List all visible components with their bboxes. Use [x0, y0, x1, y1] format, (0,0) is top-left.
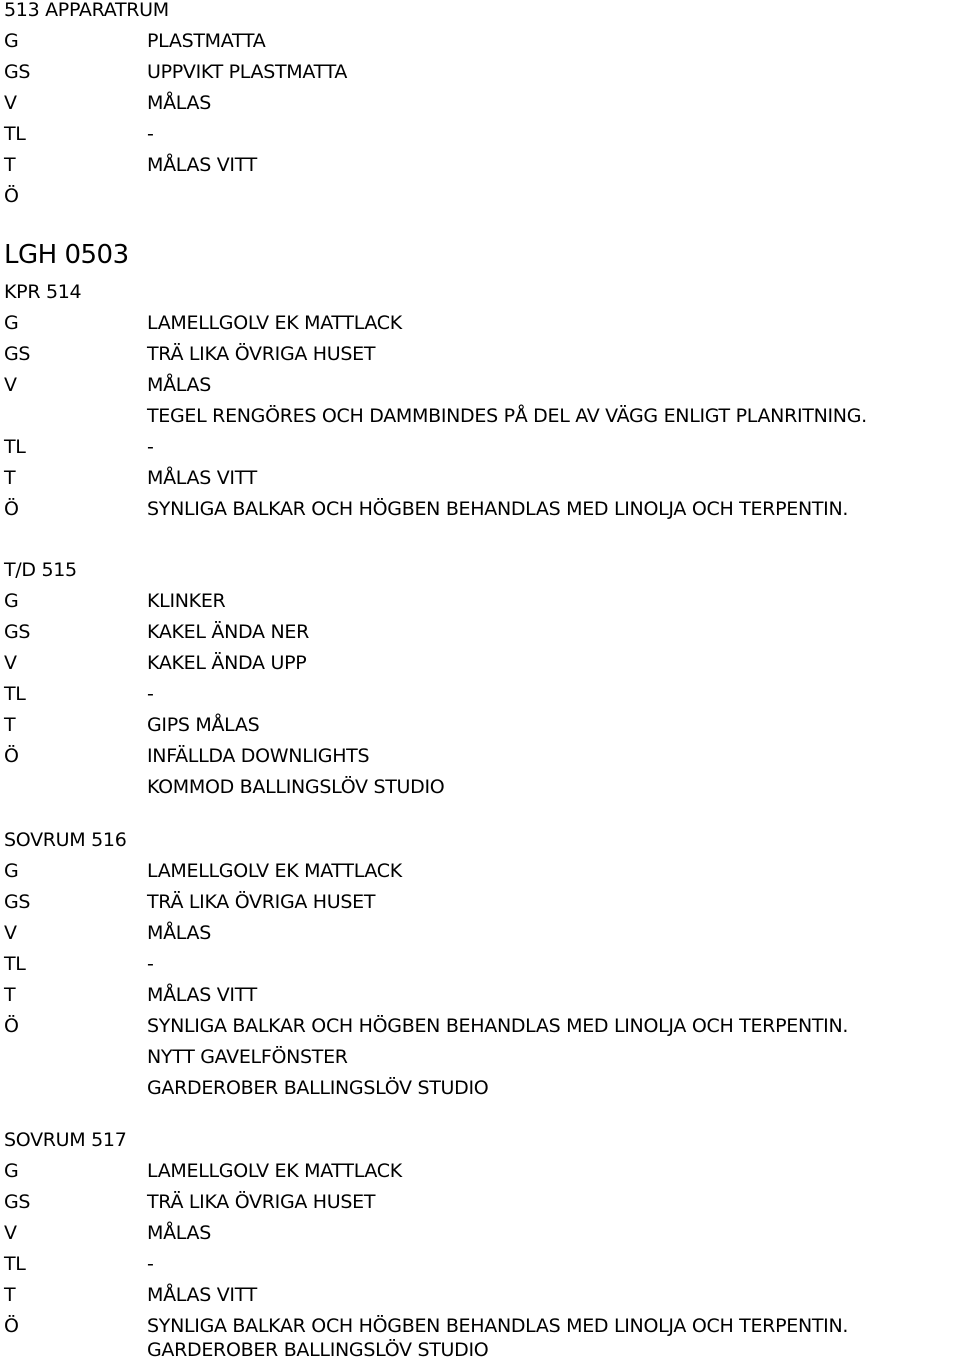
- spec-row: TL -: [4, 123, 154, 145]
- spec-row: TL -: [4, 436, 154, 458]
- spec-row: GS TRÄ LIKA ÖVRIGA HUSET: [4, 891, 376, 913]
- spec-row: V KAKEL ÄNDA UPP: [4, 652, 307, 674]
- spec-row: GARDEROBER BALLINGSLÖV STUDIO: [147, 1339, 489, 1361]
- spec-row: TEGEL RENGÖRES OCH DAMMBINDES PÅ DEL AV VÄGG ENLIGT PLANRITNING.: [147, 405, 867, 427]
- spec-row: TL -: [4, 683, 154, 705]
- spec-row: T MÅLAS VITT: [4, 984, 257, 1006]
- spec-row: G KLINKER: [4, 590, 226, 612]
- spec-row: V MÅLAS: [4, 1222, 211, 1244]
- spec-row: GS TRÄ LIKA ÖVRIGA HUSET: [4, 1191, 376, 1213]
- spec-row: GS KAKEL ÄNDA NER: [4, 621, 309, 643]
- spec-row: G LAMELLGOLV EK MATTLACK: [4, 1160, 402, 1182]
- spec-row: GARDEROBER BALLINGSLÖV STUDIO: [147, 1077, 489, 1099]
- spec-row: T MÅLAS VITT: [4, 467, 257, 489]
- room-heading-514: KPR 514: [4, 281, 82, 303]
- spec-row: G PLASTMATTA: [4, 30, 266, 52]
- spec-row: Ö: [4, 185, 19, 207]
- spec-row: NYTT GAVELFÖNSTER: [147, 1046, 348, 1068]
- spec-row: KOMMOD BALLINGSLÖV STUDIO: [147, 776, 445, 798]
- spec-row: V MÅLAS: [4, 922, 211, 944]
- spec-row: G LAMELLGOLV EK MATTLACK: [4, 312, 402, 334]
- spec-row: G LAMELLGOLV EK MATTLACK: [4, 860, 402, 882]
- spec-row: GS UPPVIKT PLASTMATTA: [4, 61, 348, 83]
- spec-row: T MÅLAS VITT: [4, 1284, 257, 1306]
- spec-row: TL -: [4, 953, 154, 975]
- room-heading-515: T/D 515: [4, 559, 77, 581]
- spec-row: Ö INFÄLLDA DOWNLIGHTS: [4, 745, 370, 767]
- spec-row: Ö SYNLIGA BALKAR OCH HÖGBEN BEHANDLAS MED LINOLJA OCH TERPENTIN.: [4, 1315, 849, 1337]
- apartment-heading: LGH 0503: [4, 240, 129, 270]
- spec-row: V MÅLAS: [4, 92, 211, 114]
- room-heading-516: SOVRUM 516: [4, 829, 127, 851]
- spec-row: TL -: [4, 1253, 154, 1275]
- spec-row: T GIPS MÅLAS: [4, 714, 260, 736]
- spec-row: T MÅLAS VITT: [4, 154, 257, 176]
- spec-row: GS TRÄ LIKA ÖVRIGA HUSET: [4, 343, 376, 365]
- spec-row: Ö SYNLIGA BALKAR OCH HÖGBEN BEHANDLAS MED LINOLJA OCH TERPENTIN.: [4, 498, 849, 520]
- room-heading-517: SOVRUM 517: [4, 1129, 127, 1151]
- spec-row: V MÅLAS: [4, 374, 211, 396]
- room-heading-513: 513 APPARATRUM: [4, 0, 169, 21]
- spec-row: Ö SYNLIGA BALKAR OCH HÖGBEN BEHANDLAS MED LINOLJA OCH TERPENTIN.: [4, 1015, 849, 1037]
